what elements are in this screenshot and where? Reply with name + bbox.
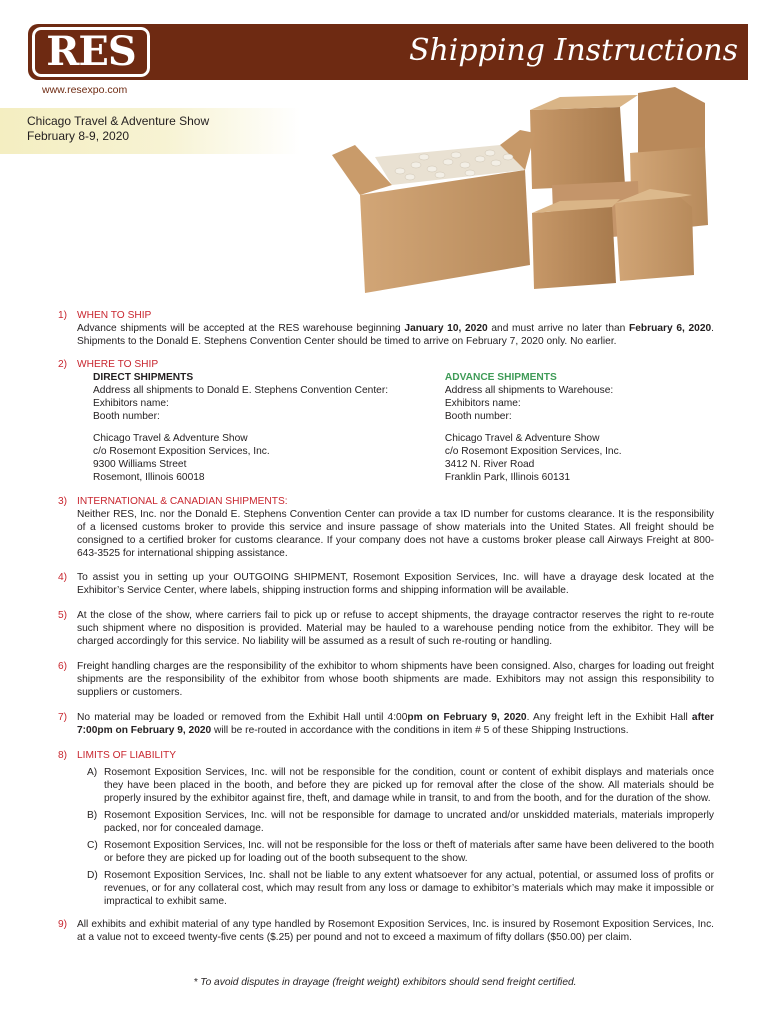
event-info	[0, 108, 300, 154]
page-title: Shipping Instructions	[408, 33, 738, 68]
advance-shipments: ADVANCE SHIPMENTS Address all shipments to Warehouse: Exhibitors name: Booth number: Chicago Travel & Adventure Show c/o Rosemont Exposition Services, Inc. 3412 N. River Road Franklin Park, Illinois 60131	[444, 372, 622, 483]
section-text: All exhibits and exhibit material of any type handled by Rosemont Exposition Services, Inc. is insured by Rosemont Exposition Services, Inc. at a value not to exceed twenty-five cents ($.25) per pound and not to exceed a maximum of fifty dollars ($50.00) per claim.	[77, 919, 714, 943]
section-text: No material may be loaded or removed from the Exhibit Hall until 4:00pm on February 9, 2020. Any freight left in the Exhibit Hall after 7:00pm on February 9, 2020 will be re-routed in accordance with the conditions in item # 5 of these Shipping Instructions.	[77, 712, 715, 736]
liability-item: A) Rosemont Exposition Services, Inc. will not be responsible for the condition, count or content of exhibit displays and materials once they have been placed in the booth, and before they are picked up for removal after the close of the show. All materials should be properly insured by the exhibitor against fire, theft, and damage while in transit, to and from the booth, and for the duration of the show.	[87, 767, 714, 804]
section-heading: WHERE TO SHIP	[77, 359, 159, 370]
section-liability: 8) LIMITS OF LIABILITY A) Rosemont Exposition Services, Inc. will not be responsible for the condition, count or content of exhibit displays and materials once they have been placed in the booth, and before they are picked up for removal after the close of the show. All materials should be properly insured by the exhibitor against fire, theft, and damage while in transit, to and from the booth, and for the duration of the show. B) Rosemont Exposition Services, Inc. will not be responsible for damage to uncrated and/or unskidded materials, materials improperly packed, nor for concealed damage. C) Rosemont Exposition Services, Inc. will not be responsible for the loss or theft of materials after same have been delivered to the booth or before they are picked up for loading out of the booth subsequent to the show. D) Rosemont Exposition Services, Inc. shall not be liable to any extent whatsoever for any actual, potential, or assumed loss of profits or revenues, or for any collateral cost, which may result from any loss or damage to exhibitor’s materials which may make it impossible or impractical to exhibit same.	[58, 750, 714, 907]
section-where-to-ship: 2) WHERE TO SHIP DIRECT SHIPMENTS Address all shipments to Donald E. Stephens Convention Center: Exhibitors name: Booth number: Chicago Travel & Adventure Show c/o Rosemont Exposition Services, Inc. 9300 Williams Street Rosemont, Illinois 60018 ADVANCE SHIPMENTS Address all shipments to Warehouse: Exhibitors name: Booth number: Chicago Travel & Adventure Show c/o Rosemont Exposition Services, Inc. 3412 N. River Road Franklin Park, Illinois 60131	[58, 358, 714, 484]
section-text: To assist you in setting up your OUTGOING SHIPMENT, Rosemont Exposition Services, Inc. will have a drayage desk located at the Exhibitor’s Service Center, where labels, shipping instruction forms and shipping information will be available.	[77, 572, 714, 596]
event-name: Chicago Travel & Adventure Show	[27, 114, 210, 128]
section-insurance: 9) All exhibits and exhibit material of any type handled by Rosemont Exposition Services, Inc. is insured by Rosemont Exposition Services, Inc. at a value not to exceed twenty-five cents ($.25) per pound and not to exceed a maximum of fifty dollars ($50.00) per claim.	[58, 919, 714, 943]
section-text: Freight handling charges are the responsibility of the exhibitor to whom shipments have been consigned. Also, charges for loading out freight shipments are the responsibility of the exhibitor from whose booth shipments are made. Exhibitors may not assign this responsibility to suppliers or customers.	[77, 661, 714, 698]
section-text: At the close of the show, where carriers fail to pick up or refuse to accept shipments, the drayage contractor reserves the right to re-route such shipment where no disposition is provided. Material may be hauled to a warehouse pending notice from the exhibitor. They will be charged accordingly for this service. No liability will be assumed as a result of such re-routing or handling.	[77, 610, 714, 647]
website-url[interactable]: www.resexpo.com	[42, 84, 128, 96]
liability-item: C) Rosemont Exposition Services, Inc. will not be responsible for the loss or theft of materials after same have been delivered to the booth or before they are picked up for loading out of the booth subsequent to the show.	[87, 840, 714, 864]
cardboard-boxes-image	[320, 85, 715, 295]
event-dates: February 8-9, 2020	[27, 129, 130, 143]
footer-note: * To avoid disputes in drayage (freight weight) exhibitors should send freight certified.	[193, 977, 577, 988]
section-rerouting: 5) At the close of the show, where carriers fail to pick up or refuse to accept shipments, the drayage contractor reserves the right to re-route such shipment where no disposition is provided. Material may be hauled to a warehouse pending notice from the exhibitor. They will be charged accordingly for this service. No liability will be assumed as a result of such re-routing or handling.	[58, 610, 714, 647]
direct-shipments: DIRECT SHIPMENTS Address all shipments to Donald E. Stephens Convention Center: Exhibitors name: Booth number: Chicago Travel & Adventure Show c/o Rosemont Exposition Services, Inc. 9300 Williams Street Rosemont, Illinois 60018	[93, 372, 389, 483]
section-heading: WHEN TO SHIP	[77, 310, 152, 321]
section-international: 3) INTERNATIONAL & CANADIAN SHIPMENTS: Neither RES, Inc. nor the Donald E. Stephens Convention Center can provide a tax ID number for customs clearance. It is the responsibility of a licensed customs broker to provide this service and insure passage of show materials into the United States. All freight should be consigned to a certified broker for customs clearance. If your company does not have a customs broker please call Airways Freight at 800-643-3525 for international shipping assistance.	[58, 496, 714, 559]
liability-item: B) Rosemont Exposition Services, Inc. will not be responsible for damage to uncrated and/or unskidded materials, materials improperly packed, nor for concealed damage.	[87, 810, 714, 834]
section-removal: 7) No material may be loaded or removed from the Exhibit Hall until 4:00pm on February 9, 2020. Any freight left in the Exhibit Hall after 7:00pm on February 9, 2020 will be re-routed in accordance with the conditions in item # 5 of these Shipping Instructions.	[58, 712, 715, 736]
instructions	[58, 309, 714, 954]
section-text: Advance shipments will be accepted at the RES warehouse beginning January 10, 2020 and must arrive no later than February 6, 2020. Shipments to the Donald E. Stephens Convention Center should be timed to arrive on February 7, 2020 only. No earlier.	[77, 323, 715, 347]
liability-item: D) Rosemont Exposition Services, Inc. shall not be liable to any extent whatsoever for any actual, potential, or assumed loss of profits or revenues, or for any collateral cost, which may result from any loss or damage to exhibitor’s materials which may make it impossible or impractical to exhibit same.	[87, 870, 714, 907]
section-handling-charges: 6) Freight handling charges are the responsibility of the exhibitor to whom shipments have been consigned. Also, charges for loading out freight shipments are the responsibility of the exhibitor from whose booth shipments are made. Exhibitors may not assign this responsibility to suppliers or customers.	[58, 661, 714, 698]
section-outgoing: 4) To assist you in setting up your OUTGOING SHIPMENT, Rosemont Exposition Services, Inc. will have a drayage desk located at the Exhibitor’s Service Center, where labels, shipping instruction forms and shipping information will be available.	[58, 572, 714, 596]
section-when-to-ship: 1) WHEN TO SHIP Advance shipments will be accepted at the RES warehouse beginning January 10, 2020 and must arrive no later than February 6, 2020. Shipments to the Donald E. Stephens Convention Center should be timed to arrive on February 7, 2020 only. No earlier.	[58, 310, 715, 347]
section-text: Neither RES, Inc. nor the Donald E. Stephens Convention Center can provide a tax ID number for customs clearance. It is the responsibility of a licensed customs broker to provide this service and insure passage of show materials into the United States. All freight should be consigned to a certified broker for customs clearance. If your company does not have a customs broker please call Airways Freight at 800-643-3525 for international shipping assistance.	[77, 509, 714, 559]
res-logo: RES	[32, 27, 150, 77]
section-heading: LIMITS OF LIABILITY	[77, 750, 177, 761]
section-heading: INTERNATIONAL & CANADIAN SHIPMENTS:	[77, 496, 288, 507]
